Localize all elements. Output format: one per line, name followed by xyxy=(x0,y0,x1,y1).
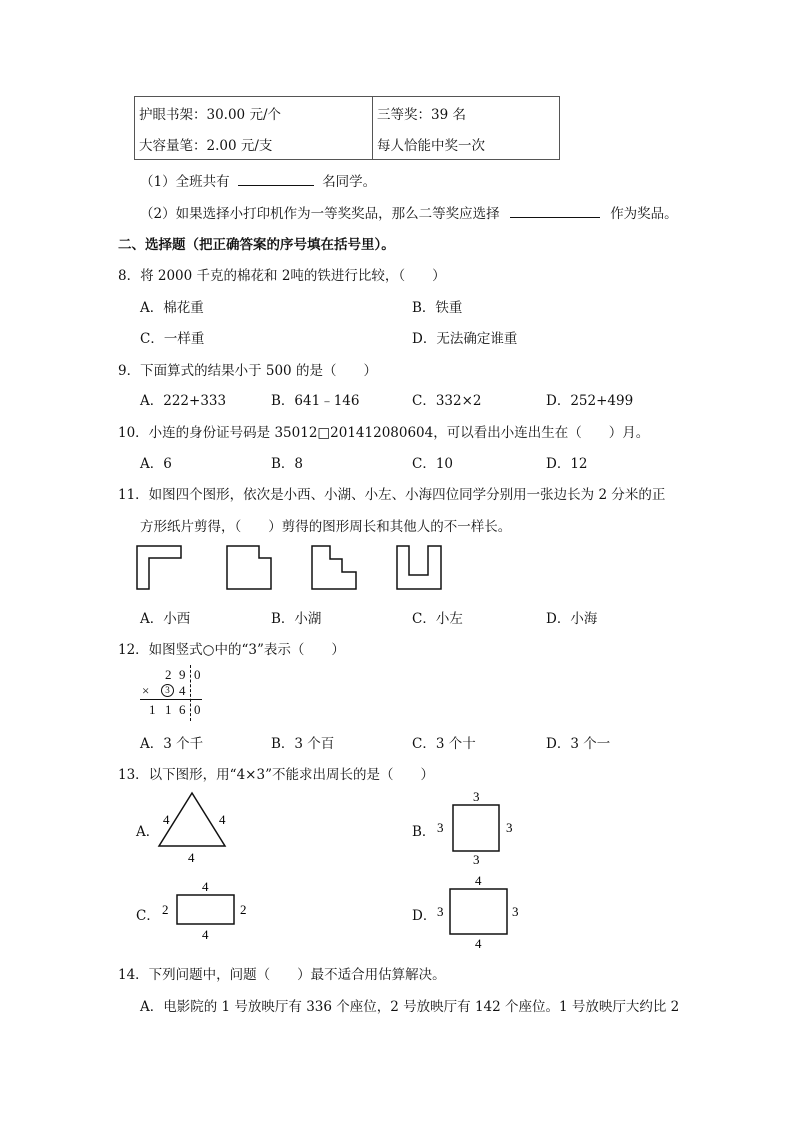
table-cell: 每人恰能中奖一次 xyxy=(373,128,560,160)
table-cell: 护眼书架：30.00 元/个 xyxy=(135,97,373,129)
option-c[interactable]: C．332×2 xyxy=(412,393,482,409)
side-label: 3 xyxy=(437,820,444,835)
square-figure xyxy=(432,788,512,868)
figure-xiaohai xyxy=(396,545,442,590)
option-d[interactable]: D．无法确定谁重 xyxy=(412,331,518,347)
option-b[interactable]: B．3 个百 xyxy=(271,736,335,752)
option-a[interactable]: A．小西 xyxy=(140,611,191,627)
question-9: 9．下面算式的结果小于 500 的是（ ） xyxy=(118,363,377,379)
option-a[interactable]: A．棉花重 xyxy=(140,300,204,316)
side-label: 3 xyxy=(473,789,480,804)
option-b[interactable]: B．铁重 xyxy=(412,300,463,316)
option-a[interactable]: A．222+333 xyxy=(140,393,227,409)
option-a[interactable]: A．6 xyxy=(140,456,172,472)
question-11-line2: 方形纸片剪得，（ ）剪得的图形周长和其他人的不一样长。 xyxy=(140,519,512,535)
digit: 6 xyxy=(179,702,186,717)
rectangle-figure xyxy=(155,878,255,943)
figure-xiaohu xyxy=(226,545,272,590)
side-label: 3 xyxy=(437,904,444,919)
option-a[interactable]: A． xyxy=(136,824,160,840)
option-c[interactable]: C． xyxy=(136,908,160,924)
side-label: 2 xyxy=(240,902,247,917)
side-label: 4 xyxy=(202,927,209,942)
digit: 0 xyxy=(194,702,201,717)
sub-question-text: （1）全班共有 xyxy=(140,174,230,190)
side-label: 3 xyxy=(506,820,513,835)
side-label: 3 xyxy=(512,904,519,919)
times-sign: × xyxy=(142,683,150,698)
side-label: 4 xyxy=(202,879,209,894)
option-b[interactable]: B．8 xyxy=(271,456,304,472)
question-14: 14．下列问题中，问题（ ）最不适合用估算解决。 xyxy=(118,967,446,983)
section-heading: 二、选择题（把正确答案的序号填在括号里）。 xyxy=(118,237,395,253)
option-a[interactable]: A．电影院的 1 号放映厅有 336 个座位，2 号放映厅有 142 个座位。1 号放映厅大约比 2 xyxy=(140,999,680,1015)
triangle-figure xyxy=(155,790,245,865)
figure-xiaoxi xyxy=(136,545,182,590)
option-d[interactable]: D．3 个一 xyxy=(546,736,611,752)
question-8: 8．将 2000 千克的棉花和 2吨的铁进行比较，（ ） xyxy=(118,268,446,284)
sub-question-text: 名同学。 xyxy=(322,174,377,190)
option-d[interactable]: D．小海 xyxy=(546,611,598,627)
question-10: 10．小连的身份证号码是 35012□201412080604，可以看出小连出生在（ ）月。 xyxy=(118,425,650,441)
digit: 9 xyxy=(179,667,186,682)
sub-question-text: （2）如果选择小打印机作为一等奖奖品，那么二等奖应选择 xyxy=(140,206,500,222)
digit: 1 xyxy=(149,702,156,717)
circled-digit: 3 xyxy=(161,684,174,697)
rectangle-figure xyxy=(432,872,527,952)
option-b[interactable]: B．小湖 xyxy=(271,611,322,627)
sub-question-text: 作为奖品。 xyxy=(610,206,678,222)
sub-question-2 xyxy=(140,202,678,222)
digit: 1 xyxy=(165,702,172,717)
dashed-divider xyxy=(190,665,191,721)
side-label: 4 xyxy=(163,812,170,827)
digit: 4 xyxy=(179,683,186,698)
digit: 0 xyxy=(194,667,201,682)
question-13: 13．以下图形，用“4×3”不能求出周长的是（ ） xyxy=(118,767,434,783)
option-c[interactable]: C．小左 xyxy=(412,611,463,627)
table-cell: 大容量笔：2.00 元/支 xyxy=(135,128,373,160)
option-c[interactable]: C．10 xyxy=(412,456,454,472)
option-c[interactable]: C．一样重 xyxy=(140,331,205,347)
digit: 2 xyxy=(165,667,172,682)
table-cell: 三等奖：39 名 xyxy=(373,97,560,129)
side-label: 4 xyxy=(219,812,226,827)
option-d[interactable]: D．12 xyxy=(546,456,588,472)
question-12: 12．如图竖式○中的“3”表示（ ） xyxy=(118,642,345,658)
option-c[interactable]: C．3 个十 xyxy=(412,736,476,752)
option-d[interactable]: D． xyxy=(412,908,437,924)
sub-question-1 xyxy=(140,170,376,190)
option-d[interactable]: D．252+499 xyxy=(546,393,634,409)
side-label: 3 xyxy=(473,852,480,867)
side-label: 2 xyxy=(162,902,169,917)
prize-table xyxy=(134,96,560,160)
figure-xiaozuo xyxy=(311,545,357,590)
question-11-line1: 11．如图四个图形，依次是小西、小湖、小左、小海四位同学分别用一张边长为 2 分米的正 xyxy=(118,487,666,503)
result-line xyxy=(140,699,202,700)
side-label: 4 xyxy=(188,850,195,865)
option-b[interactable]: B．641﹣146 xyxy=(271,393,360,409)
option-a[interactable]: A．3 个千 xyxy=(140,736,204,752)
option-b[interactable]: B． xyxy=(412,824,436,840)
side-label: 4 xyxy=(475,873,482,888)
side-label: 4 xyxy=(475,936,482,951)
answer-blank[interactable] xyxy=(238,171,314,186)
answer-blank[interactable] xyxy=(510,203,600,218)
